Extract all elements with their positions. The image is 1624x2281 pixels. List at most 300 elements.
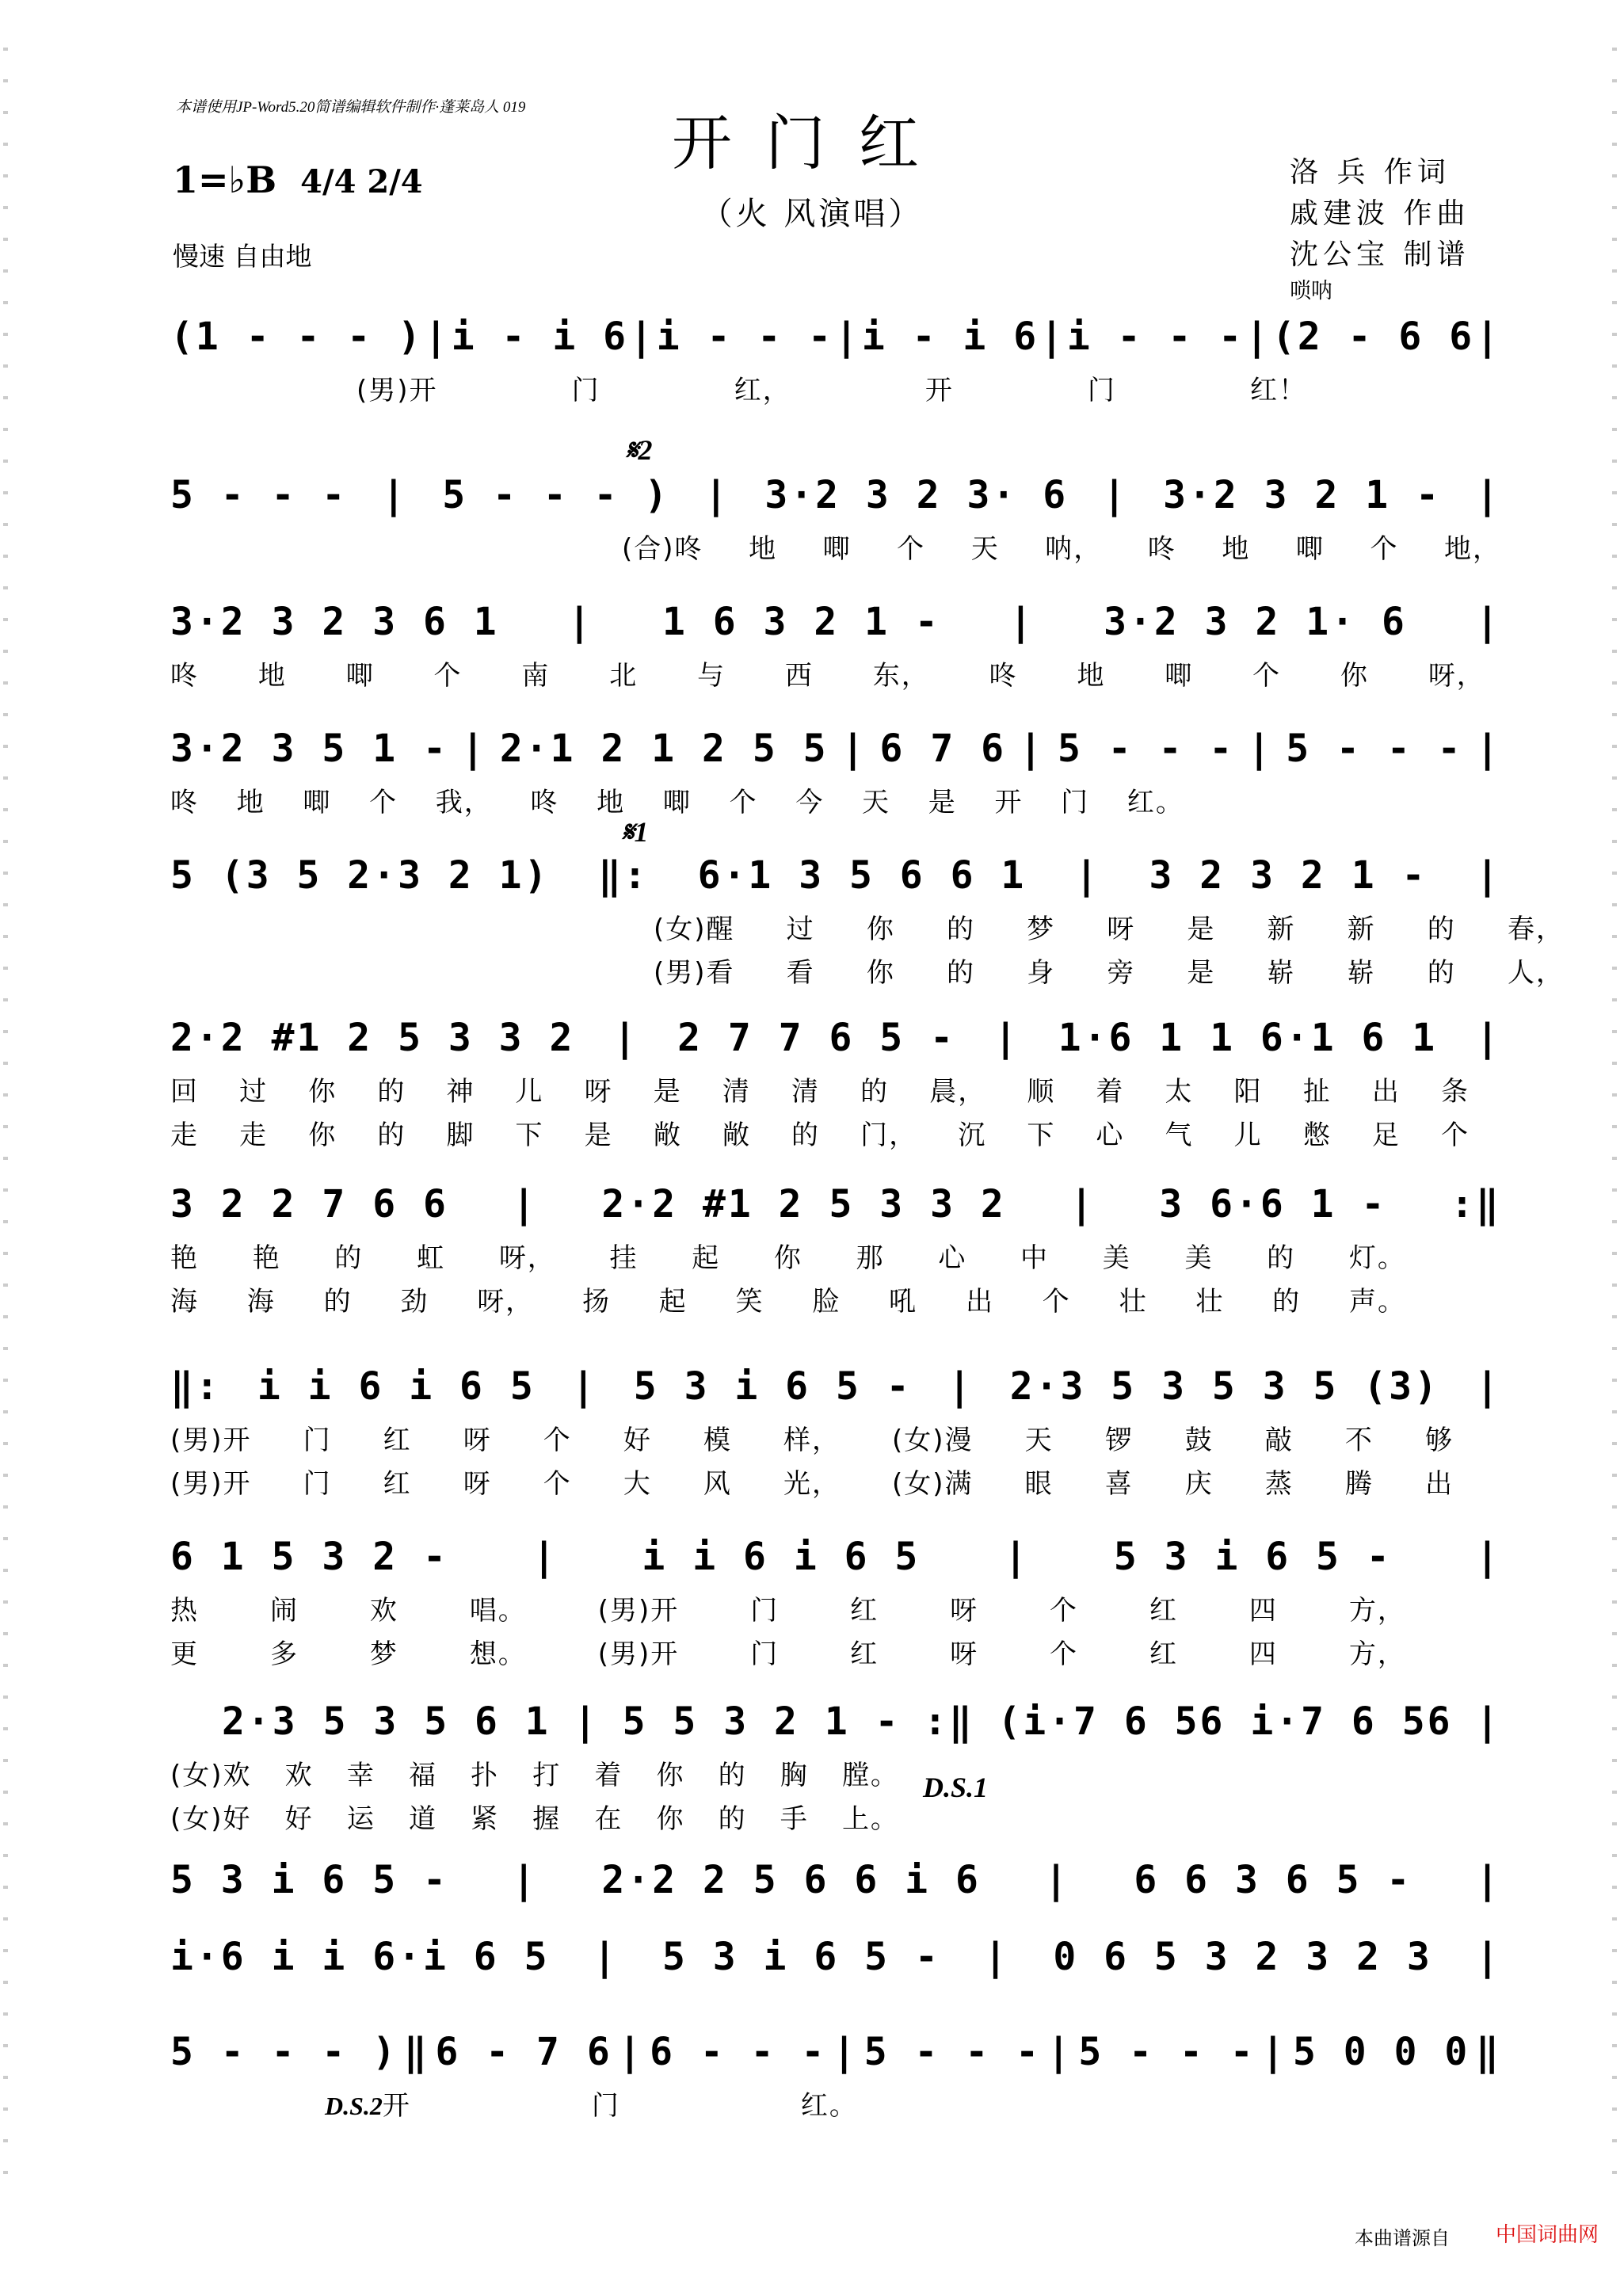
barline: | <box>461 727 487 771</box>
lyric: 红。 <box>1127 787 1184 818</box>
lyric: 呐， <box>1045 533 1103 565</box>
lyrics-row-13 <box>170 2084 1501 2123</box>
barline: | <box>512 1182 538 1226</box>
measure: 5 3 i 6 5 - <box>633 1364 912 1409</box>
notes-row-6 <box>170 1014 1501 1062</box>
lyric: 门 <box>750 1638 780 1670</box>
barline: | <box>1009 600 1035 644</box>
lyric: 下 <box>515 1120 544 1151</box>
measure: i·6 i i 6·i 6 5 <box>170 1935 550 1979</box>
barline: | <box>613 1016 639 1060</box>
lyric: 唧 <box>662 787 692 818</box>
barline: | <box>704 473 730 517</box>
lyric: 闹 <box>269 1595 299 1627</box>
lyric: 你 <box>308 1076 337 1108</box>
lyric: 沉 <box>958 1120 987 1151</box>
lyric: 气 <box>1165 1120 1194 1151</box>
segno-mark: 𝄋2 <box>626 434 653 466</box>
measure: 2 7 7 6 5 - <box>677 1016 955 1060</box>
barline: | <box>1476 853 1501 898</box>
barline: | <box>984 1935 1010 1979</box>
measure: (2 - 6 6 <box>1271 315 1475 359</box>
barline: | <box>1069 1182 1096 1226</box>
lyric: 崭 <box>1347 957 1376 989</box>
lyrics-row-5b <box>654 951 1565 990</box>
key-signature <box>173 158 423 201</box>
barline: | <box>1044 1858 1070 1902</box>
barline: | <box>1247 727 1273 771</box>
measure: 6 - 7 6 <box>435 2030 612 2074</box>
measure: 6 7 6 <box>879 727 1007 771</box>
lyric: 个 <box>897 533 926 565</box>
software-credit: 本谱使用JP-Word5.20简谱编辑软件制作·蓬莱岛人 019 <box>176 99 526 116</box>
lyric: 庆 <box>1184 1468 1214 1500</box>
lyric: 红 <box>383 1425 412 1456</box>
lyric: 风 <box>703 1468 732 1500</box>
lyrics-row-9a <box>170 1589 1406 1627</box>
lyric: 我， <box>435 787 493 818</box>
measure: i - i 6 <box>451 315 629 359</box>
lyric: 光， <box>783 1468 841 1500</box>
lyric: 西 <box>784 660 814 692</box>
lyric: 蒸 <box>1264 1468 1294 1500</box>
lyric: (男)开 <box>597 1595 680 1627</box>
lyric: 是 <box>1187 914 1216 945</box>
lyric: 条 <box>1440 1076 1470 1108</box>
measure: 3 6·6 1 - <box>1159 1182 1387 1226</box>
lyrics-row-6a <box>170 1070 1470 1108</box>
lyric: 过 <box>239 1076 269 1108</box>
lyric: 回 <box>170 1076 199 1108</box>
lyrics-row-10b <box>170 1797 899 1836</box>
lyric: 个 <box>433 660 463 692</box>
notes-row-8 <box>170 1363 1501 1410</box>
lyric: 顺 <box>1027 1076 1056 1108</box>
barline: | <box>593 1935 619 1979</box>
barline: | <box>618 2030 644 2074</box>
lyric: 美 <box>1102 1242 1131 1274</box>
barline: | <box>1046 2030 1073 2074</box>
lyric: 个 <box>1370 533 1399 565</box>
measure: i - i 6 <box>861 315 1039 359</box>
lyric: 起 <box>692 1242 721 1274</box>
lyric: 好 <box>284 1803 314 1835</box>
key-label: 1=♭B <box>173 158 277 201</box>
lyric: 开 <box>382 2090 411 2122</box>
lyric: 扯 <box>1302 1076 1332 1108</box>
barline: | <box>1261 2030 1287 2074</box>
measure: 2·2 #1 2 5 3 3 2 <box>170 1016 575 1060</box>
notes-row-13 <box>170 2028 1501 2076</box>
lyric: 够 <box>1424 1425 1454 1456</box>
time-signature: 4/4 2/4 <box>300 163 423 200</box>
lyrics-row-4 <box>170 780 1184 819</box>
measure: 5 - - - ) <box>442 473 670 517</box>
measure: 5 3 i 6 5 - <box>170 1858 448 1902</box>
measure: 5 5 3 2 1 - <box>622 1699 901 1744</box>
lyric: 热 <box>170 1595 199 1627</box>
lyric: 出 <box>1371 1076 1401 1108</box>
lyric: 地 <box>236 787 265 818</box>
lyric: 锣 <box>1104 1425 1134 1456</box>
lyric: 壮 <box>1119 1286 1148 1318</box>
lyric: 个 <box>1440 1120 1470 1151</box>
lyric: 个 <box>369 787 398 818</box>
barline: | <box>947 1364 974 1409</box>
lyrics-row-3 <box>170 654 1485 692</box>
measure: i - - - <box>656 315 834 359</box>
lyric: 个 <box>729 787 758 818</box>
lyric: 神 <box>446 1076 475 1108</box>
barline: | <box>1040 315 1066 359</box>
lyric: 你 <box>866 914 895 945</box>
lyric: 儿 <box>515 1076 544 1108</box>
lyric: 唧 <box>822 533 852 565</box>
right-margin-dots <box>1612 48 1617 2187</box>
lyrics-row-10a <box>170 1753 899 1792</box>
lyric: 地 <box>1222 533 1251 565</box>
measure: 2·2 #1 2 5 3 3 2 <box>601 1182 1006 1226</box>
double-barline: ‖ <box>403 2030 429 2074</box>
barline: | <box>835 315 860 359</box>
lyric: 是 <box>928 787 957 818</box>
lyric: 紧 <box>471 1803 500 1835</box>
barline: | <box>1476 600 1501 644</box>
measure: 0 6 5 3 2 3 2 3 <box>1053 1935 1432 1979</box>
lyric: 呀 <box>950 1595 979 1627</box>
lyric: 脚 <box>446 1120 475 1151</box>
lyric: 眼 <box>1024 1468 1054 1500</box>
lyric: 门 <box>750 1595 780 1627</box>
notes-row-12 <box>170 1933 1501 1981</box>
lyric: 呀 <box>463 1468 492 1500</box>
lyric: 欢 <box>369 1595 398 1627</box>
lyric: 鼓 <box>1184 1425 1214 1456</box>
lyric: 壮 <box>1195 1286 1225 1318</box>
score-row-13 <box>170 2028 1501 2123</box>
lyric: 旁 <box>1107 957 1136 989</box>
lyric: 上。 <box>841 1803 899 1835</box>
lyric: 的 <box>718 1760 747 1791</box>
lyric: 儿 <box>1233 1120 1263 1151</box>
score-row-12 <box>170 1933 1501 1981</box>
measure: i i 6 i 6 5 <box>257 1364 536 1409</box>
lyric: 个 <box>543 1468 572 1500</box>
measure: 5 - - - <box>863 2030 1042 2074</box>
measure: 3 2 3 2 1 - <box>1149 853 1428 898</box>
lyric: (合)咚 <box>622 533 703 565</box>
lyric: 咚 <box>1147 533 1176 565</box>
footer-site-link[interactable]: 中国词曲网 <box>1496 2223 1599 2247</box>
lyric: 走 <box>239 1120 269 1151</box>
lyric: 门 <box>1087 375 1116 406</box>
lyric: 红！ <box>1250 375 1307 406</box>
lyric: 呀 <box>584 1076 613 1108</box>
lyric: 声。 <box>1348 1286 1406 1318</box>
notes-row-3 <box>170 598 1501 646</box>
score-row-3 <box>170 598 1501 692</box>
lyric: 方， <box>1348 1638 1406 1670</box>
notes-row-7 <box>170 1181 1501 1228</box>
repeat-start: ‖: <box>170 1364 221 1409</box>
notes-row-1 <box>170 313 1501 360</box>
lyric: (男)开 <box>170 1425 252 1456</box>
lyric: 的 <box>377 1120 406 1151</box>
lyric: (女)满 <box>892 1468 974 1500</box>
segno-mark: 𝄋1 <box>622 816 649 848</box>
lyric: 你 <box>656 1803 685 1835</box>
lyric: 出 <box>965 1286 994 1318</box>
lyric: 下 <box>1027 1120 1056 1151</box>
lyric: 门， <box>860 1120 918 1151</box>
measure: 3·2 3 2 1 - <box>1163 473 1441 517</box>
lyric: 天 <box>862 787 891 818</box>
lyric: 胸 <box>780 1760 809 1791</box>
lyrics-row-7a <box>170 1236 1406 1275</box>
lyric: (女)好 <box>170 1803 252 1835</box>
lyric: 咚 <box>170 787 199 818</box>
lyric: 的 <box>1272 1286 1302 1318</box>
left-margin-dots <box>3 48 8 2187</box>
measure: 6 1 5 3 2 - <box>170 1535 448 1579</box>
notes-row-11 <box>170 1856 1501 1904</box>
lyric: 咚 <box>170 660 199 692</box>
author-credits <box>1290 152 1470 276</box>
lyric: (女)欢 <box>170 1760 252 1791</box>
notes-row-4 <box>170 725 1501 772</box>
lyric-group <box>383 2084 858 2123</box>
lyric: 美 <box>1184 1242 1214 1274</box>
lyric: 你 <box>773 1242 802 1274</box>
score-row-7 <box>170 1181 1501 1318</box>
lyric: 心 <box>1096 1120 1125 1151</box>
lyric: 东， <box>872 660 930 692</box>
lyric: 你 <box>1340 660 1369 692</box>
ds1-mark: D.S.1 <box>923 1772 989 1803</box>
lyric: 更 <box>170 1638 199 1670</box>
lyric: 呀 <box>1107 914 1136 945</box>
measure: 2·2 2 5 6 6 i 6 <box>601 1858 981 1902</box>
measure: 2·3 5 3 5 6 1 <box>222 1699 551 1744</box>
measure: 5 3 i 6 5 - <box>661 1935 940 1979</box>
lyric: 红。 <box>800 2090 858 2122</box>
score-row-1 <box>170 313 1501 407</box>
lyric: 敞 <box>653 1120 682 1151</box>
measure: (1 - - - ) <box>170 315 423 359</box>
lyric: 你 <box>656 1760 685 1791</box>
lyric: 起 <box>658 1286 688 1318</box>
notes-row-2 <box>170 471 1501 519</box>
lyric: 是 <box>653 1076 682 1108</box>
lyric: 挂 <box>609 1242 639 1274</box>
measure: 5 - - - <box>1286 727 1463 771</box>
measure: 3 2 2 7 6 6 <box>170 1182 448 1226</box>
lyric: 呀， <box>1428 660 1485 692</box>
measure: 1 6 3 2 1 - <box>661 600 940 644</box>
barline: | <box>833 2030 858 2074</box>
lyric: 多 <box>269 1638 299 1670</box>
lyric: 新 <box>1347 914 1376 945</box>
lyric: 足 <box>1371 1120 1401 1151</box>
lyric: 方， <box>1348 1595 1406 1627</box>
barline: | <box>1476 1699 1501 1744</box>
measure: 2·3 5 3 5 3 5 (3) <box>1009 1364 1439 1409</box>
repeat-end: :‖ <box>1451 1182 1501 1226</box>
barline: | <box>574 1699 600 1744</box>
barline: | <box>841 727 867 771</box>
lyric: 着 <box>1096 1076 1125 1108</box>
lyric: 个 <box>1050 1595 1079 1627</box>
barline: | <box>532 1535 558 1579</box>
lyric: (女)醒 <box>654 914 735 945</box>
lyric: 呀 <box>463 1425 492 1456</box>
repeat-end: :‖ <box>924 1699 974 1744</box>
lyric: 北 <box>609 660 639 692</box>
lyric: 红 <box>850 1595 879 1627</box>
lyric: 阳 <box>1233 1076 1263 1108</box>
measure: i i 6 i 6 5 <box>642 1535 921 1579</box>
lyric: 幸 <box>346 1760 376 1791</box>
lyric: 的 <box>860 1076 890 1108</box>
lyric: 呀 <box>950 1638 979 1670</box>
barline: | <box>1476 315 1501 359</box>
lyric: 呀， <box>498 1242 556 1274</box>
score-row-6 <box>170 1014 1501 1152</box>
lyric: 春， <box>1507 914 1565 945</box>
lyric: 个 <box>543 1425 572 1456</box>
lyric: 红 <box>1149 1595 1178 1627</box>
lyric: 艳 <box>170 1242 199 1274</box>
barline: | <box>993 1016 1020 1060</box>
barline: | <box>567 600 593 644</box>
barline: | <box>1245 315 1271 359</box>
lyric: 过 <box>786 914 815 945</box>
lyric: 门 <box>1061 787 1090 818</box>
lyric: 天 <box>970 533 1000 565</box>
barline: | <box>512 1858 538 1902</box>
lyric: 四 <box>1248 1638 1278 1670</box>
lyric: 个 <box>1050 1638 1079 1670</box>
measure: 5 - - - <box>1078 2030 1256 2074</box>
lyrics-row-8a <box>170 1418 1454 1457</box>
lyric: 天 <box>1024 1425 1054 1456</box>
measure: 5 - - - <box>1057 727 1235 771</box>
lyric: 心 <box>938 1242 967 1274</box>
lyrics-row-2 <box>622 527 1501 566</box>
lyric: 唧 <box>303 787 332 818</box>
lyric: 的 <box>718 1803 747 1835</box>
lyric: 崭 <box>1267 957 1296 989</box>
lyric: 不 <box>1344 1425 1374 1456</box>
lyric: 红 <box>383 1468 412 1500</box>
lyric: 你 <box>866 957 895 989</box>
lyric: 着 <box>594 1760 623 1791</box>
lyric: 门 <box>591 2090 620 2122</box>
measure: 3·2 3 2 1· 6 <box>1104 600 1407 644</box>
lyric: 晨， <box>929 1076 987 1108</box>
lyric: 扑 <box>471 1760 500 1791</box>
lyric: 咚 <box>989 660 1018 692</box>
lyric: 门 <box>303 1468 332 1500</box>
lyric: 是 <box>1187 957 1216 989</box>
lyric: 红 <box>850 1638 879 1670</box>
lyric: 扬 <box>581 1286 611 1318</box>
notes-row-10 <box>170 1698 1501 1745</box>
lyric: 清 <box>791 1076 820 1108</box>
lyric: 唧 <box>1165 660 1194 692</box>
barline: | <box>1476 1364 1501 1409</box>
lyric: 是 <box>584 1120 613 1151</box>
measure: 5 3 i 6 5 - <box>1113 1535 1392 1579</box>
score-row-4 <box>170 725 1501 819</box>
lyric: (男)开 <box>356 375 438 406</box>
lyric: 大 <box>623 1468 652 1500</box>
lyric: 笑 <box>735 1286 764 1318</box>
lyric: (女)漫 <box>892 1425 974 1456</box>
lyric: 道 <box>408 1803 437 1835</box>
lyric: 地 <box>1077 660 1106 692</box>
lyric: 样， <box>783 1425 841 1456</box>
lyric: 呀， <box>477 1286 535 1318</box>
lyric: 新 <box>1267 914 1296 945</box>
barline: | <box>1004 1535 1030 1579</box>
measure: 3·2 3 5 1 - <box>170 727 448 771</box>
lyric: 憋 <box>1302 1120 1332 1151</box>
lyric: 的 <box>1427 914 1456 945</box>
lyric: 握 <box>532 1803 562 1835</box>
lyrics-row-1 <box>356 368 1307 407</box>
performer-subtitle: （火 风演唱） <box>700 196 924 232</box>
lyric: 与 <box>697 660 726 692</box>
page-title: 开门红 <box>672 108 952 178</box>
barline: | <box>1476 1935 1501 1979</box>
lyric: 唱。 <box>469 1595 527 1627</box>
lyric: (男)开 <box>170 1468 252 1500</box>
measure: 5 0 0 0 <box>1293 2030 1470 2074</box>
lyric: 开 <box>994 787 1024 818</box>
lyric: 南 <box>521 660 551 692</box>
lyric: 红， <box>734 375 791 406</box>
lyric: 中 <box>1020 1242 1050 1274</box>
lyric: 梦 <box>1027 914 1056 945</box>
lyric: 欢 <box>284 1760 314 1791</box>
notes-row-5 <box>170 852 1501 899</box>
lyric: 你 <box>308 1120 337 1151</box>
barline: | <box>1074 853 1100 898</box>
lyric: 个 <box>1042 1286 1071 1318</box>
lyric: 的 <box>377 1076 406 1108</box>
measure: 2·1 2 1 2 5 5 <box>499 727 829 771</box>
repeat-start: ‖: <box>598 853 649 898</box>
measure: i - - - <box>1066 315 1245 359</box>
lyric: 劲 <box>400 1286 429 1318</box>
barline: | <box>629 315 655 359</box>
measure: (i·7 6 56 i·7 6 56 <box>997 1699 1453 1744</box>
lyric: 门 <box>303 1425 332 1456</box>
score-row-11 <box>170 1856 1501 1904</box>
arranger: 沈公宝 制谱 <box>1290 238 1470 271</box>
lyric: 的 <box>334 1242 364 1274</box>
barline: | <box>1476 1016 1501 1060</box>
notes-row-9 <box>170 1533 1501 1581</box>
barline: | <box>382 473 408 517</box>
lyric: 的 <box>1267 1242 1296 1274</box>
lyric: 的 <box>791 1120 820 1151</box>
score-row-8 <box>170 1363 1501 1501</box>
lyric: 地 <box>597 787 626 818</box>
lyrics-row-5a <box>654 907 1565 946</box>
lyric: 的 <box>946 957 975 989</box>
